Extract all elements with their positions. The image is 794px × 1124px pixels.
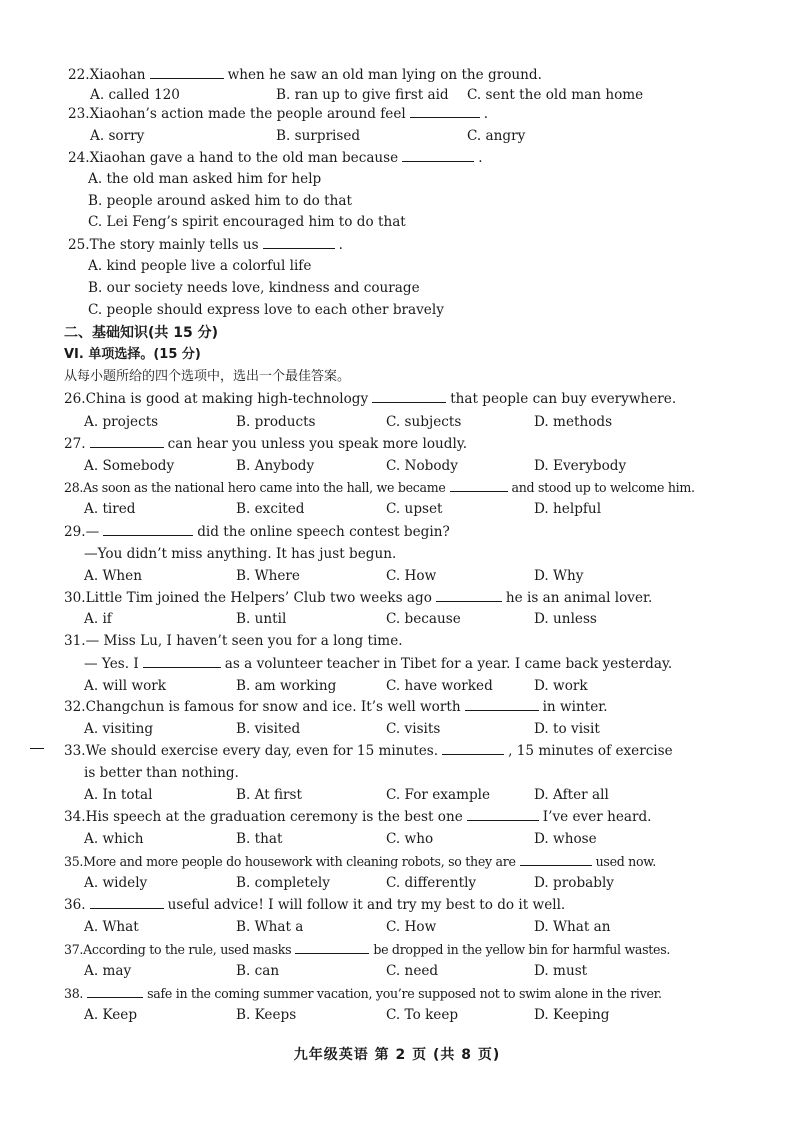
option-a: A. which <box>84 831 144 847</box>
option-c: C. people should express love to each other bravely <box>88 302 444 318</box>
question-number: 36. <box>64 897 86 913</box>
question-number: 24. <box>68 150 90 166</box>
page-footer: 九年级英语 第 2 页 (共 8 页) <box>293 1047 501 1063</box>
answer-blank <box>90 896 164 909</box>
question-33 <box>64 742 673 760</box>
option-b: B. until <box>236 611 287 627</box>
option-c: C. angry <box>467 128 526 144</box>
option-b: B. surprised <box>276 128 361 144</box>
question-31-reply <box>84 655 672 673</box>
question-text: China is good at making high-technology <box>85 391 369 407</box>
option-b: B. that <box>236 831 283 847</box>
question-32 <box>64 698 608 716</box>
answer-blank <box>436 589 502 602</box>
option-c: C. To keep <box>386 1007 459 1023</box>
question-text: Changchun is famous for snow and ice. It’s well worth <box>85 699 461 715</box>
option-a: A. Keep <box>84 1007 138 1023</box>
option-a: A. the old man asked him for help <box>88 171 322 187</box>
option-a: A. visiting <box>84 721 154 737</box>
question-number: 25. <box>68 237 90 253</box>
question-text: that people can buy everywhere. <box>450 391 677 407</box>
question-number: 37. <box>64 942 84 957</box>
option-c: C. who <box>386 831 434 847</box>
option-b: B. visited <box>236 721 301 737</box>
option-c: C. subjects <box>386 414 462 430</box>
option-d: D. methods <box>534 414 613 430</box>
question-text: he is an animal lover. <box>505 590 653 606</box>
question-text: and stood up to welcome him. <box>511 480 695 495</box>
question-text: be dropped in the yellow bin for harmful wastes. <box>373 942 671 957</box>
question-23 <box>68 105 488 123</box>
question-text: His speech at the graduation ceremony is the best one <box>85 809 463 825</box>
question-text: We should exercise every day, even for 15 minutes. <box>85 743 439 759</box>
option-b: B. products <box>236 414 316 430</box>
option-d: D. unless <box>534 611 597 627</box>
question-35 <box>64 853 656 871</box>
option-a: A. projects <box>84 414 159 430</box>
answer-blank <box>90 435 164 448</box>
question-number: 29. <box>64 524 86 540</box>
answer-blank <box>465 698 539 711</box>
option-d: D. probably <box>534 875 614 891</box>
option-b: B. At first <box>236 787 302 803</box>
option-d: D. helpful <box>534 501 602 517</box>
question-text: — <box>85 524 100 540</box>
question-number: 35. <box>64 854 84 869</box>
question-text: —You didn’t miss anything. It has just begun. <box>84 546 397 562</box>
option-d: D. work <box>534 678 588 694</box>
question-24 <box>68 149 483 167</box>
option-b: B. can <box>236 963 280 979</box>
option-d: D. to visit <box>534 721 600 737</box>
question-number: 33. <box>64 743 86 759</box>
question-number: 34. <box>64 809 86 825</box>
question-number: 28. <box>64 480 84 495</box>
option-d: D. What an <box>534 919 611 935</box>
answer-blank <box>263 236 335 249</box>
option-c: C. Lei Feng’s spirit encouraged him to do that <box>88 214 406 230</box>
option-b: B. Where <box>236 568 300 584</box>
question-number: 22. <box>68 67 90 83</box>
option-d: D. Keeping <box>534 1007 610 1023</box>
option-c: C. For example <box>386 787 491 803</box>
option-a: A. When <box>84 568 142 584</box>
option-c: C. upset <box>386 501 443 517</box>
question-27 <box>64 435 467 453</box>
option-a: A. sorry <box>90 128 145 144</box>
question-text: Xiaohan’s action made the people around feel <box>89 106 406 122</box>
answer-blank <box>442 742 504 755</box>
option-b: B. our society needs love, kindness and courage <box>88 280 420 296</box>
question-number: 23. <box>68 106 90 122</box>
question-26 <box>64 390 676 408</box>
option-d: D. must <box>534 963 588 979</box>
option-a: A. if <box>84 611 112 627</box>
answer-blank <box>103 523 193 536</box>
answer-blank <box>150 66 224 79</box>
option-d: D. Everybody <box>534 458 627 474</box>
question-text: . <box>483 106 489 122</box>
answer-blank <box>410 105 480 118</box>
answer-blank <box>87 985 143 998</box>
option-b: B. What a <box>236 919 304 935</box>
answer-blank <box>520 853 592 866</box>
question-number: 30. <box>64 590 86 606</box>
question-text: used now. <box>595 854 656 869</box>
question-number: 27. <box>64 436 86 452</box>
option-a: A. Somebody <box>84 458 175 474</box>
option-a: A. In total <box>84 787 153 803</box>
option-c: C. because <box>386 611 461 627</box>
question-text: useful advice! I will follow it and try my best to do it well. <box>167 897 566 913</box>
section-instruction: 从每小题所给的四个选项中，选出一个最佳答案。 <box>64 369 351 384</box>
question-31 <box>64 632 403 650</box>
option-a: A. called 120 <box>90 87 180 103</box>
option-b: B. people around asked him to do that <box>88 193 352 209</box>
option-c: C. How <box>386 568 437 584</box>
question-text: As soon as the national hero came into the hall, we became <box>83 480 446 495</box>
question-text: when he saw an old man lying on the ground. <box>227 67 542 83</box>
question-text: , 15 minutes of exercise <box>508 743 673 759</box>
option-c: C. sent the old man home <box>467 87 644 103</box>
option-a: A. tired <box>84 501 136 517</box>
answer-blank <box>467 808 539 821</box>
question-text: safe in the coming summer vacation, you’re supposed not to swim alone in the river. <box>147 986 662 1001</box>
question-22 <box>68 66 542 84</box>
question-number: 38. <box>64 986 84 1001</box>
section-subtitle: VI. 单项选择。(15 分) <box>64 347 201 362</box>
question-text: According to the rule, used masks <box>83 942 292 957</box>
question-text: Xiaohan <box>89 67 146 83</box>
option-b: B. am working <box>236 678 337 694</box>
option-b: B. ran up to give first aid <box>276 87 449 103</box>
option-c: C. have worked <box>386 678 493 694</box>
question-text: in winter. <box>542 699 608 715</box>
option-c: C. Nobody <box>386 458 458 474</box>
answer-blank <box>295 941 369 954</box>
question-38 <box>64 985 662 1003</box>
answer-blank <box>450 479 508 492</box>
answer-blank <box>143 655 221 668</box>
option-a: A. kind people live a colorful life <box>88 258 312 274</box>
question-text: The story mainly tells us <box>89 237 259 253</box>
question-text: Little Tim joined the Helpers’ Club two weeks ago <box>85 590 432 606</box>
option-b: B. Anybody <box>236 458 315 474</box>
section-title: 二、基础知识(共 15 分) <box>64 325 219 341</box>
option-c: C. How <box>386 919 437 935</box>
answer-blank <box>372 390 446 403</box>
answer-blank <box>402 149 474 162</box>
question-number: 32. <box>64 699 86 715</box>
question-29 <box>64 523 450 541</box>
option-d: D. After all <box>534 787 609 803</box>
question-34 <box>64 808 652 826</box>
option-a: A. may <box>84 963 132 979</box>
option-c: C. need <box>386 963 439 979</box>
option-c: C. visits <box>386 721 441 737</box>
option-b: B. excited <box>236 501 305 517</box>
binding-margin-mark <box>30 748 44 749</box>
question-37 <box>64 941 670 959</box>
question-number: 31. <box>64 633 86 649</box>
question-36 <box>64 896 565 914</box>
question-30 <box>64 589 652 607</box>
option-d: D. Why <box>534 568 584 584</box>
option-a: A. widely <box>84 875 148 891</box>
question-text: as a volunteer teacher in Tibet for a year. I came back yesterday. <box>224 656 673 672</box>
question-text: . <box>478 150 483 166</box>
question-text: — Miss Lu, I haven’t seen you for a long time. <box>85 633 403 649</box>
option-a: A. What <box>84 919 139 935</box>
question-text: . <box>338 237 343 253</box>
option-b: B. completely <box>236 875 330 891</box>
question-text: is better than nothing. <box>84 765 239 781</box>
question-number: 26. <box>64 391 86 407</box>
option-d: D. whose <box>534 831 597 847</box>
question-text: did the online speech contest begin? <box>197 524 450 540</box>
question-text: — Yes. I <box>84 656 139 672</box>
option-c: C. differently <box>386 875 477 891</box>
question-28 <box>64 479 695 497</box>
question-text: Xiaohan gave a hand to the old man because <box>89 150 399 166</box>
option-b: B. Keeps <box>236 1007 297 1023</box>
question-text: I’ve ever heard. <box>542 809 652 825</box>
question-text: can hear you unless you speak more loudly. <box>167 436 468 452</box>
question-text: More and more people do housework with cleaning robots, so they are <box>83 854 516 869</box>
option-a: A. will work <box>84 678 167 694</box>
question-25 <box>68 236 343 254</box>
